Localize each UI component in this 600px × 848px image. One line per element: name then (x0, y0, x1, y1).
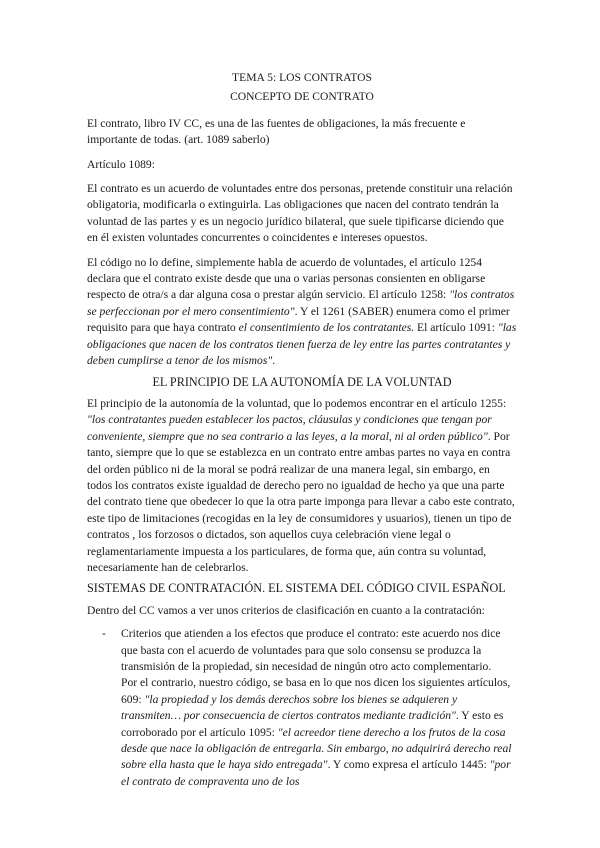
article-1089-label: Artículo 1089: (87, 157, 155, 171)
text-run: El código no lo define, simplemente habla de acuerdo de voluntades, el artículo 1254 declara que el contrato existe desde que una o varias personas consienten en obligarse respecto de otra/s a dar alguna cosa o prestar algún servicio. El artículo 1258: (87, 255, 486, 302)
quote-1091: "las obligaciones que nacen de los contratos tienen fuerza de ley entre las partes contratantes y deben cumplirse a tenor de los mismos" (87, 321, 517, 368)
section-heading-sistemas: SISTEMAS DE CONTRATACIÓN. EL SISTEMA DEL CÓDIGO CIVIL ESPAÑOL (87, 581, 506, 596)
list-item-text: Criterios que atienden a los efectos que produce el contrato: este acuerdo nos dice que basta con el acuerdo de voluntades para que solo consensu se produzca la transmisión de la propiedad, sin necesidad de ningún otro acto complementario. (121, 627, 501, 673)
text-run: El principio de la autonomía de la voluntad, que lo podemos encontrar en el artículo 1255: (87, 396, 507, 410)
list-item-continuation (121, 675, 517, 790)
section-heading-autonomia: EL PRINCIPIO DE LA AUTONOMÍA DE LA VOLUNTAD (152, 374, 452, 389)
paragraph-article-1089: El contrato es un acuerdo de voluntades entre dos personas, pretende constituir una relación obligatoria, modificarla o extinguirla. Las obligaciones que nacen del contrato tendrán la voluntad de las partes y es un negocio jurídico bilateral, que suele tipificarse diciendo que en él existen voluntades concurrentes o coincidentes e intereses opuestos. (87, 182, 513, 245)
text-run: . Y esto es corroborado por el artículo 1095: (121, 709, 504, 739)
quote-609: "la propiedad y los demás derechos sobre los bienes se adquieren y transmiten… por consecuencia de ciertos contratos mediante tradición" (121, 692, 458, 723)
text-run: Por el contrario, nuestro código, se basa en lo que nos dicen los siguientes artículos, 609: (121, 676, 511, 706)
paragraph-autonomia (87, 396, 517, 576)
section-heading-concepto: CONCEPTO DE CONTRATO (230, 90, 374, 104)
text-run: . Y el 1261 (SABER) enumera como el primer requisito para que haya contrato (87, 304, 510, 335)
quote-1258: "los contratos se perfeccionan por el mero consentimiento" (87, 288, 515, 318)
paragraph-intro: El contrato, libro IV CC, es una de las fuentes de obligaciones, la más frecuente e importante de todas. (art. 1089 saberlo) (87, 116, 466, 147)
page-title: TEMA 5: LOS CONTRATOS (232, 71, 372, 84)
list-dash: - (102, 627, 106, 641)
quote-1095: "el acreedor tiene derecho a los frutos de la cosa desde que nace la obligación de entregarla. Sin embargo, no adquirirá derecho real sobre ella hasta que le haya sido entregada" (121, 725, 512, 772)
quote-1445: "por el contrato de compraventa uno de los (121, 758, 511, 788)
text-run: El artículo 1091: (414, 321, 498, 335)
quote-1255: "los contratantes pueden establecer los pactos, cláusulas y condiciones que tengan por conveniente, siempre que no sea contrario a las leyes, a la moral, ni al orden público" (87, 413, 492, 443)
text-run: . (272, 354, 276, 368)
paragraph-sistemas: Dentro del CC vamos a ver unos criterios de clasificación en cuanto a la contratación: (87, 603, 485, 617)
emphasis-consentimiento: el consentimiento de los contratantes. (238, 321, 415, 335)
paragraph-codigo (87, 255, 517, 370)
list-item (87, 626, 517, 790)
text-run: . Por tanto, siempre que lo que se establezca en un contrato entre ambas partes no vaya en contra del orden público ni de la moral se podrá realizar de una manera legal, sin embargo, en todos los contratos existe igualdad de derecho pero no igualdad de hecho ya que una parte del contrato tiene que obedecer lo que la otra parte imponga para llevar a cabo este contrato, este tipo de limitaciones (recogidas en la ley de consumidores y usuarios), tienen un tipo de contratos , los forzosos o dictados, son aquellos cuya celebración viene legal o reglamentariamente impuesta a los particulares, de forma que, aún contra su voluntad, necesariamente han de celebrarlos. (87, 429, 515, 574)
text-run: . Y como expresa el artículo 1445: (327, 758, 490, 772)
document-body (87, 70, 517, 790)
